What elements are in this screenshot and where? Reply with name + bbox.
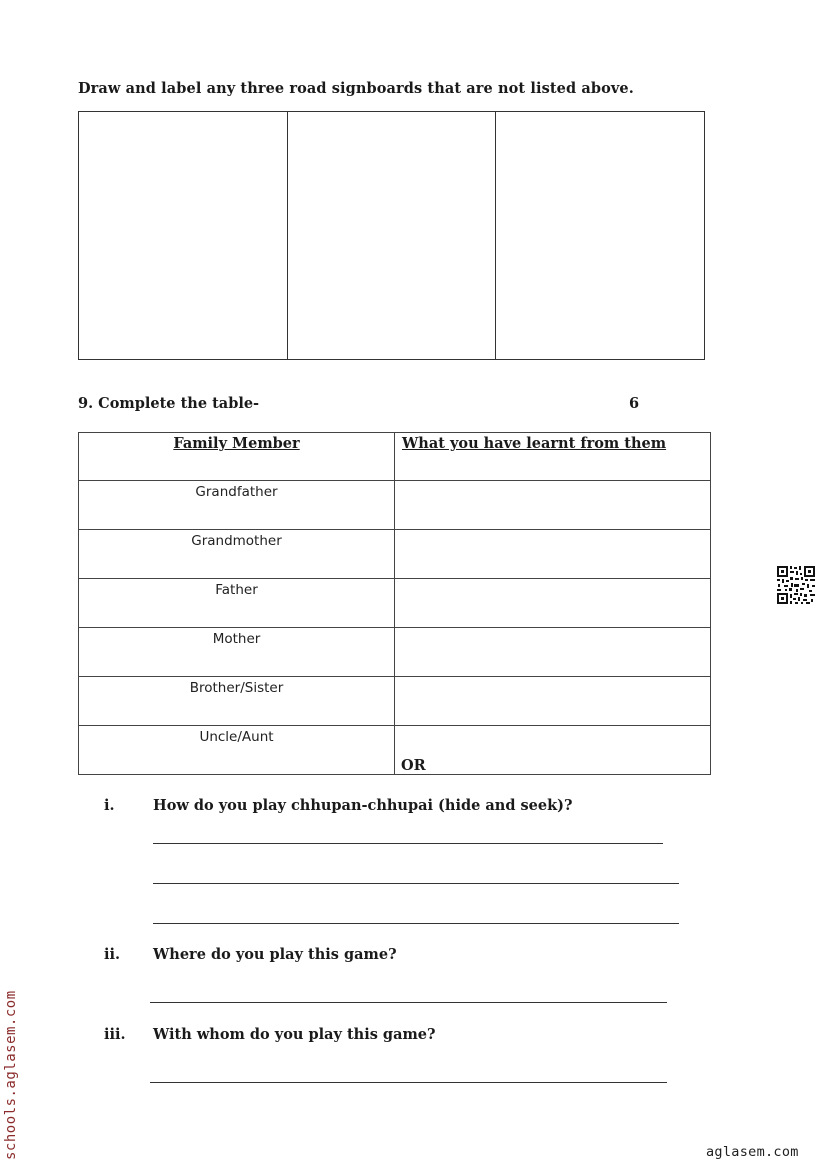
- answer-line[interactable]: [150, 1002, 667, 1003]
- table-row: [79, 726, 711, 775]
- signboard-instruction: Draw and label any three road signboards that are not listed above.: [78, 80, 634, 97]
- answer-cell[interactable]: [395, 726, 711, 775]
- answer-cell[interactable]: [395, 628, 711, 677]
- question-9-title: 9. Complete the table-: [78, 395, 260, 412]
- signboard-box-2[interactable]: [287, 112, 496, 360]
- answer-line[interactable]: [153, 843, 663, 844]
- family-member-table: [78, 432, 711, 775]
- answer-cell[interactable]: [395, 579, 711, 628]
- qr-code-icon: [776, 565, 816, 605]
- footer-brand: aglasem.com: [706, 1144, 799, 1160]
- answer-cell[interactable]: [395, 481, 711, 530]
- member-cell: Brother/Sister: [79, 677, 395, 726]
- signboard-box-1[interactable]: [79, 112, 288, 360]
- signboard-box-3[interactable]: [496, 112, 705, 360]
- member-cell: Grandmother: [79, 530, 395, 579]
- table-row: [79, 628, 711, 677]
- question-ii-text: Where do you play this game?: [153, 946, 397, 963]
- member-cell: Mother: [79, 628, 395, 677]
- question-i-number: i.: [104, 797, 115, 814]
- question-i-text: How do you play chhupan-chhupai (hide and seek)?: [153, 797, 573, 814]
- answer-cell[interactable]: [395, 677, 711, 726]
- answer-cell[interactable]: [395, 530, 711, 579]
- header-learnt: What you have learnt from them: [395, 433, 711, 481]
- question-ii-number: ii.: [104, 946, 121, 963]
- member-cell: Father: [79, 579, 395, 628]
- or-separator: OR: [401, 757, 426, 774]
- table-row: [79, 481, 711, 530]
- header-family-member: Family Member: [79, 433, 395, 481]
- question-9-marks: 6: [629, 395, 640, 412]
- answer-line[interactable]: [150, 1082, 667, 1083]
- member-cell: Uncle/Aunt: [79, 726, 395, 775]
- question-iii-number: iii.: [104, 1026, 126, 1043]
- question-iii-text: With whom do you play this game?: [153, 1026, 436, 1043]
- table-row: [79, 579, 711, 628]
- side-watermark: schools.aglasem.com: [3, 990, 19, 1160]
- signboard-drawing-table: [78, 111, 705, 360]
- answer-line[interactable]: [153, 883, 679, 884]
- table-row: [79, 677, 711, 726]
- answer-line[interactable]: [153, 923, 679, 924]
- member-cell: Grandfather: [79, 481, 395, 530]
- table-row: [79, 530, 711, 579]
